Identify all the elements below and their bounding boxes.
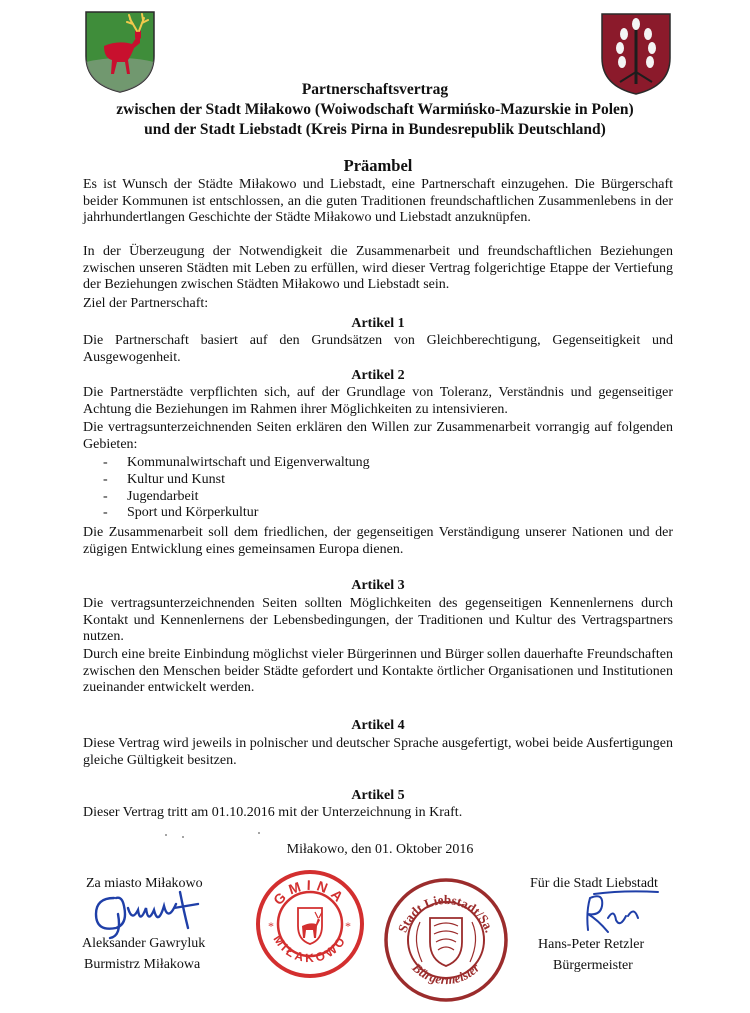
seal-top-text: GMINA: [269, 876, 351, 909]
article-3-heading: Artikel 3: [351, 578, 405, 593]
liebstadt-seal: [382, 876, 510, 1004]
article-2-bullet-list: [103, 455, 370, 522]
list-item: - Kommunalwirtschaft und Eigenverwaltung: [103, 455, 370, 470]
right-signature: [574, 888, 664, 938]
contract-title: Partnerschaftsvertrag: [301, 81, 449, 98]
svg-text:MIŁAKOWO: [270, 932, 349, 965]
right-signatory-name: Hans-Peter Retzler: [538, 937, 645, 952]
svg-text:*: *: [268, 919, 274, 933]
article-5-heading: Artikel 5: [351, 788, 405, 803]
scan-speck: [165, 834, 167, 836]
article-3-text-2: Durch eine breite Einbindung möglichst vieler Bürgerinnen und Bürger sollen dauerhafte Freundschaften zwischen den Menschen beider Städte gefordert und Kontakte örtlicher Organisationen und Institutionen zueinander entwickelt werden.: [83, 647, 673, 696]
article-2-text-1: Die Partnerstädte verpflichten sich, auf der Grundlage von Toleranz, Verständnis und gegenseitiger Achtung die Beziehungen im Rahmen ihrer Möglichkeiten zu intensivieren.: [83, 385, 673, 417]
article-4-text: Diese Vertrag wird jeweils in polnischer und deutscher Sprache ausgefertigt, wobei beide Ausfertigungen gleiche Gültigkeit besitzen.: [83, 736, 673, 768]
list-item: - Jugendarbeit: [103, 488, 199, 504]
seal-bottom-text: Bürgermeister: [409, 959, 483, 988]
list-item: - Kultur und Kunst: [103, 471, 225, 487]
article-1-text: Die Partnerschaft basiert auf den Grundsätzen von Gleichberechtigung, Gegenseitigkeit und Ausgewogenheit.: [83, 333, 673, 365]
preamble-heading: Präambel: [343, 156, 413, 175]
left-signatory-role: Burmistrz Miłakowa: [84, 957, 201, 972]
right-signatory-for: Für die Stadt Liebstadt: [530, 876, 658, 891]
left-signatory-name: Aleksander Gawryluk: [82, 936, 206, 951]
seal-top-text: Stadt Liebstadt/Sa.: [394, 891, 498, 935]
left-signatory-for: Za miasto Miłakowo: [86, 876, 203, 891]
scan-speck: [182, 836, 184, 838]
svg-text:*: *: [345, 919, 351, 933]
article-2-text-3: Die Zusammenarbeit soll dem friedlichen, der gegenseitigen Verständigung unserer Nationen und der zügigen Entwicklung eines gemeinsamen Europa dienen.: [83, 525, 673, 557]
seal-bottom-text: MIŁAKOWO: [270, 932, 350, 966]
article-1-heading: Artikel 1: [351, 316, 405, 331]
article-2-heading: Artikel 2: [351, 368, 405, 383]
left-signature: [88, 884, 218, 940]
article-5-text: Dieser Vertrag tritt am 01.10.2016 mit der Unterzeichnung in Kraft.: [83, 805, 463, 820]
article-4-heading: Artikel 4: [351, 718, 405, 733]
article-3-text-1: Die vertragsunterzeichnenden Seiten sollten Möglichkeiten des gegenseitigen Kennenlernens durch Kontakt und Kennenlernens der Lebensbedingungen, der Traditionen und Kultur des Vertragspartners nutzen.: [83, 596, 673, 645]
svg-text:Bürgermeister: [409, 959, 483, 987]
preamble-paragraph-1: Es ist Wunsch der Städte Miłakowo und Liebstadt, eine Partnerschaft einzugehen. Die Bürgerschaft beider Kommunen ist entschlossen, an die guten Traditionen freundschaftlichen Zusammenlebens in der jahrhundertlangen Geschichte der Städte Miłakowo und Liebstadt anzuknüpfen.: [83, 177, 673, 226]
article-2-text-2: Die vertragsunterzeichnenden Seiten erklären den Willen zur Zusammenarbeit vorrangig auf folgenden Gebieten:: [83, 420, 673, 452]
scan-speck: [258, 832, 260, 834]
contract-parties-line1: zwischen der Stadt Miłakowo (Woiwodschaft Warmińsko-Mazurskie in Polen): [116, 101, 634, 118]
preamble-paragraph-2: In der Überzeugung der Notwendigkeit die Zusammenarbeit und freundschaftlichen Beziehungen zwischen unseren Städten mit Leben zu erfüllen, wird dieser Vertrag folgerichtige Etappe der Vertiefung der Beziehungen zwischen Städten Miłakowo und Liebstadt sein.: [83, 244, 673, 293]
gmina-milakowo-seal: [254, 868, 366, 980]
svg-text:Stadt Liebstadt/Sa.: [395, 892, 498, 935]
right-signatory-role: Bürgermeister: [553, 958, 633, 973]
place-date: Miłakowo, den 01. Oktober 2016: [286, 842, 474, 857]
preamble-goal-label: Ziel der Partnerschaft:: [83, 296, 209, 311]
list-item: - Sport und Körperkultur: [103, 505, 259, 521]
contract-parties-line2: und der Stadt Liebstadt (Kreis Pirna in Bundesrepublik Deutschland): [144, 121, 606, 138]
